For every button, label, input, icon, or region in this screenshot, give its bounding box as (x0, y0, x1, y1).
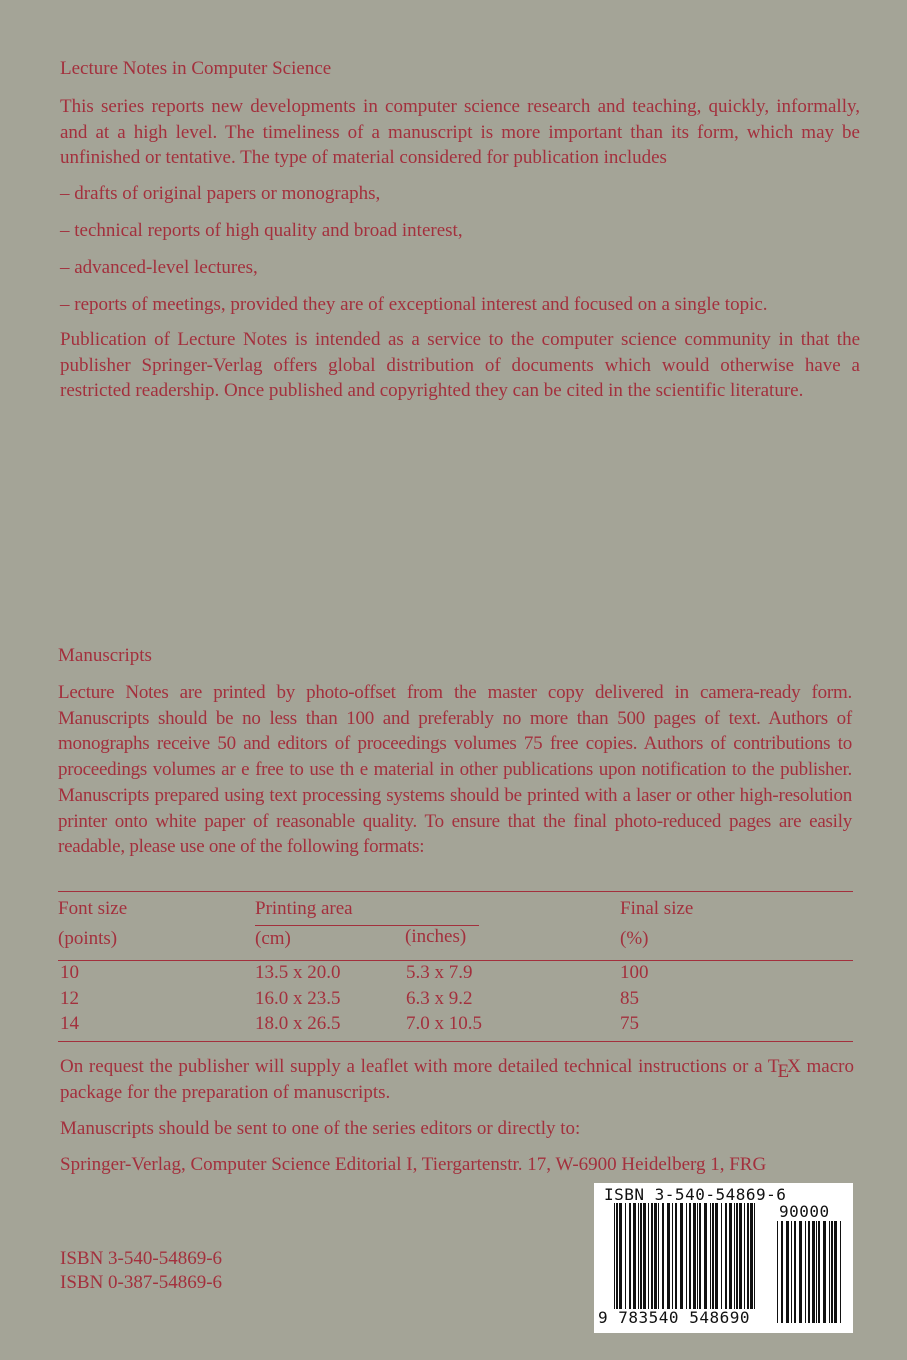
header-final-size: Final size (620, 898, 694, 919)
barcode-bar (638, 1203, 639, 1309)
barcode-bar (816, 1221, 817, 1323)
barcode-bar (781, 1221, 783, 1323)
table-cell: 75 (620, 1013, 639, 1034)
header-inches: (inches) (405, 926, 467, 947)
barcode-bar (734, 1203, 735, 1309)
table-cell: 12 (60, 988, 79, 1009)
barcode-bar (710, 1203, 711, 1309)
list-item: – advanced-level lectures, (60, 257, 258, 278)
barcode-bar (629, 1203, 631, 1309)
barcode-addon-text: 90000 (779, 1202, 830, 1221)
barcode-bar (794, 1221, 796, 1323)
barcode-bar (729, 1203, 732, 1309)
table-cell: 14 (60, 1013, 79, 1034)
barcode-bar (750, 1203, 753, 1309)
barcode-bar (831, 1221, 833, 1323)
series-intro: This series reports new developments in computer science research and teaching, quickly, informally, and at a high level. The timeliness of a manuscript is more important than its form, which may be unfinished or tentative. The type of material considered for publication includes (60, 96, 860, 168)
list-item: – technical reports of high quality and broad interest, (60, 220, 463, 241)
barcode-bar (648, 1203, 649, 1309)
barcode-bar (643, 1203, 646, 1309)
barcode-bar (721, 1203, 722, 1309)
header-font-size-unit: (points) (58, 928, 118, 949)
leaflet-text-before: On request the publisher will supply a leaflet with more detailed technical instructions or a T (60, 1056, 780, 1077)
table-top-rule (58, 891, 853, 892)
barcode-bar (754, 1203, 755, 1309)
manuscripts-heading: Manuscripts (58, 645, 152, 666)
barcode-bar (619, 1203, 622, 1309)
barcode-bar (739, 1203, 742, 1309)
table-mid-rule (58, 960, 853, 961)
table-cell: 85 (620, 988, 639, 1009)
barcode-bar (654, 1203, 657, 1309)
barcode-bar (658, 1203, 659, 1309)
list-item: – drafts of original papers or monographs, (60, 183, 381, 204)
barcode-bar (747, 1203, 749, 1309)
barcode (594, 1183, 853, 1333)
barcode-bar (640, 1203, 642, 1309)
isbn-list (60, 1247, 222, 1295)
barcode-bar (786, 1221, 789, 1323)
barcode-bar (799, 1221, 802, 1323)
material-list (60, 181, 860, 329)
table-cell: 5.3 x 7.9 (406, 962, 473, 983)
barcode-bar (823, 1221, 826, 1323)
barcode-bar (662, 1203, 664, 1309)
header-font-size: Font size (58, 898, 128, 919)
barcode-bar (667, 1203, 670, 1309)
send-to-paragraph: Manuscripts should be sent to one of the series editors or directly to: (60, 1118, 581, 1139)
barcode-bar (808, 1221, 810, 1323)
barcode-bar (812, 1221, 815, 1323)
barcode-bar (693, 1203, 696, 1309)
barcode-bar (805, 1221, 806, 1323)
barcode-bar (829, 1221, 830, 1323)
barcode-top-text: ISBN 3-540-54869-6 (604, 1185, 787, 1204)
barcode-bar (614, 1203, 615, 1309)
barcode-bar (625, 1203, 626, 1309)
leaflet-text-after: X macro package for the preparation of manuscripts. (60, 1056, 854, 1103)
manuscripts-paragraph: Lecture Notes are printed by photo-offset from the master copy delivered in camera-ready form. Manuscripts should be no less than 100 and preferably no more than 500 pages of text. Authors of monographs receive 50 and editors of proceedings volumes 75 free copies. Authors of contributions to proceedings volumes ar e free to use th e material in other publications upon notification to the publisher. Manuscripts prepared using text processing systems should be printed with a laser or other high-resolution printer onto white paper of reasonable quality. To ensure that the final photo-reduced pages are easily readable, please use one of the following formats: (58, 682, 852, 858)
barcode-bar (840, 1221, 841, 1323)
barcode-bar (616, 1203, 618, 1309)
barcode-bar (699, 1203, 701, 1309)
series-title: Lecture Notes in Computer Science (60, 58, 332, 79)
list-item: – reports of meetings, provided they are of exceptional interest and focused on a single topic. (60, 294, 768, 315)
barcode-bar (680, 1203, 683, 1309)
barcode-bar (712, 1203, 714, 1309)
barcode-bar (791, 1221, 792, 1323)
table-cell: 13.5 x 20.0 (255, 962, 341, 983)
header-cm: (cm) (255, 928, 291, 949)
barcode-bar (715, 1203, 718, 1309)
barcode-bar (689, 1203, 691, 1309)
table-cell: 100 (620, 962, 649, 983)
barcode-bar (697, 1203, 698, 1309)
barcode-bottom-text: 9 783540 548690 (598, 1308, 750, 1327)
table-cell: 6.3 x 9.2 (406, 988, 473, 1009)
header-printing-area: Printing area (255, 898, 353, 919)
publication-paragraph: Publication of Lecture Notes is intended as a service to the computer science community in that the publisher Springer-Verlag offers global distribution of documents which would otherwise have a restricted readership. Once published and copyrighted they can be cited in the scientific literature. (60, 329, 860, 401)
barcode-bar (744, 1203, 745, 1309)
barcode-bar (818, 1221, 820, 1323)
barcode-bar (834, 1221, 837, 1323)
barcode-bar (633, 1203, 636, 1309)
table-bottom-rule (58, 1041, 853, 1042)
barcode-bar (736, 1203, 738, 1309)
leaflet-paragraph (60, 1054, 854, 1105)
barcode-bar (675, 1203, 677, 1309)
table-cell: 18.0 x 26.5 (255, 1013, 341, 1034)
barcode-bar (651, 1203, 653, 1309)
barcode-bar (777, 1221, 778, 1323)
barcode-bar (704, 1203, 707, 1309)
barcode-bar (725, 1203, 727, 1309)
table-cell: 7.0 x 10.5 (406, 1013, 482, 1034)
barcode-bar (672, 1203, 673, 1309)
table-cell: 16.0 x 23.5 (255, 988, 341, 1009)
barcode-bar (686, 1203, 687, 1309)
publisher-address: Springer-Verlag, Computer Science Editorial I, Tiergartenstr. 17, W-6900 Heidelberg 1, FRG (60, 1154, 767, 1175)
tex-logo-e: E (777, 1061, 790, 1082)
isbn-line: ISBN 0-387-54869-6 (60, 1272, 223, 1293)
isbn-line: ISBN 3-540-54869-6 (60, 1248, 223, 1269)
table-cell: 10 (60, 962, 79, 983)
header-final-size-unit: (%) (620, 928, 649, 949)
